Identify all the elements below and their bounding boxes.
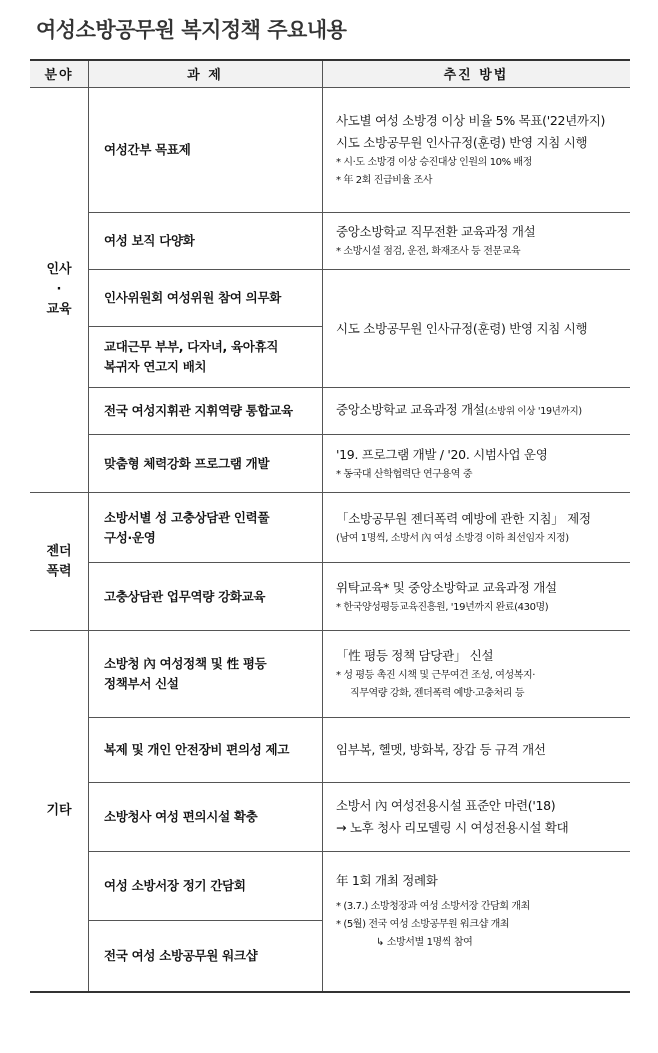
task-cell xyxy=(88,921,322,991)
method-line: 「소방공무원 젠더폭력 예방에 관한 지침」 제정 xyxy=(336,510,591,526)
header-method: 추진 방법 xyxy=(443,68,509,83)
task-cell xyxy=(88,563,322,630)
method-note: * 年 2회 진급비율 조사 xyxy=(336,175,433,186)
method-line: 年 1회 개최 정례화 xyxy=(336,873,438,888)
task-label: 복제 및 개인 안전장비 편의성 제고 xyxy=(104,742,290,757)
method-note: ↳ 소방서별 1명씩 참여 xyxy=(376,937,473,948)
category-label: 기타 xyxy=(46,803,72,818)
method-cell xyxy=(322,388,630,434)
header-field: 분야 xyxy=(44,68,74,83)
task-label: 전국 여성지휘관 지휘역량 통합교육 xyxy=(104,403,293,418)
category-label: 교육 xyxy=(46,302,72,317)
task-label: 소방서별 성 고충상담관 인력풀 xyxy=(104,509,270,525)
task-label: 교대근무 부부, 다자녀, 육아휴직 xyxy=(104,339,279,354)
method-cell xyxy=(322,270,630,387)
method-line: 시도 소방공무원 인사규정(훈령) 반영 지침 시행 xyxy=(336,135,588,150)
method-note: * (3.7.) 소방청장과 여성 소방서장 간담회 개최 xyxy=(336,901,530,912)
method-note: 직무역량 강화, 젠더폭력 예방·고충처리 등 xyxy=(350,688,525,699)
task-label: 소방청 內 여성정책 및 性 평등 xyxy=(104,656,267,671)
category-label: 젠더 xyxy=(46,543,72,559)
method-line xyxy=(336,399,626,423)
task-label: 여성 보직 다양화 xyxy=(104,233,195,248)
task-label: 여성 소방서장 정기 간담회 xyxy=(104,878,246,893)
method-line: 「性 평등 정책 담당관」 신설 xyxy=(336,648,494,663)
category-personnel-education xyxy=(30,88,88,492)
task-cell xyxy=(88,270,322,326)
task-label: 소방청사 여성 편의시설 확충 xyxy=(104,809,258,824)
category-label: 폭력 xyxy=(46,563,72,579)
task-cell xyxy=(88,435,322,492)
task-label: 인사위원회 여성위원 참여 의무화 xyxy=(104,290,282,305)
method-note: * 시·도 소방경 이상 승진대상 인원의 10% 배정 xyxy=(336,157,533,168)
method-cell xyxy=(322,213,630,269)
method-cell xyxy=(322,718,630,782)
task-label: 복귀자 연고지 배치 xyxy=(104,359,207,374)
method-cell xyxy=(322,852,630,991)
task-label: 고충상담관 업무역량 강화교육 xyxy=(104,588,266,604)
method-line: '19. 프로그램 개발 / '20. 시범사업 운영 xyxy=(336,446,548,462)
task-cell xyxy=(88,88,322,212)
table-bottom-border xyxy=(30,991,630,993)
method-note: * 소방시설 점검, 운전, 화재조사 등 전문교육 xyxy=(336,246,521,257)
task-cell xyxy=(88,718,322,782)
category-other xyxy=(30,631,88,991)
task-cell xyxy=(88,852,322,920)
method-note: (남여 1명씩, 소방서 內 여성 소방경 이하 최선임자 지정) xyxy=(336,532,569,544)
method-line: 시도 소방공무원 인사규정(훈령) 반영 지침 시행 xyxy=(336,320,588,336)
task-cell xyxy=(88,493,322,562)
method-cell xyxy=(322,631,630,717)
method-note: * 한국양성평등교육진흥원, '19년까지 완료(430명) xyxy=(336,601,549,613)
method-cell xyxy=(322,435,630,492)
method-cell xyxy=(322,493,630,562)
method-cell xyxy=(322,88,630,212)
header-task: 과 제 xyxy=(187,68,223,83)
category-label: · xyxy=(56,282,62,297)
task-cell xyxy=(88,783,322,851)
method-line: 중앙소방학교 직무전환 교육과정 개설 xyxy=(336,224,536,239)
method-line: 소방서 內 여성전용시설 표준안 마련('18) xyxy=(336,798,556,813)
task-label: 여성간부 목표제 xyxy=(104,142,191,157)
method-suffix: (소방위 이상 '19년까지) xyxy=(484,406,582,417)
method-cell xyxy=(322,783,630,851)
category-label: 인사 xyxy=(46,262,72,277)
task-cell xyxy=(88,631,322,717)
task-label: 맞춤형 체력강화 프로그램 개발 xyxy=(104,455,270,471)
method-cell xyxy=(322,563,630,630)
task-label: 구성·운영 xyxy=(104,529,156,545)
method-line: 위탁교육* 및 중앙소방학교 교육과정 개설 xyxy=(336,579,557,595)
task-cell xyxy=(88,388,322,434)
method-note: * 성 평등 촉진 시책 및 근무여건 조성, 여성복지· xyxy=(336,670,536,681)
method-note: * 동국대 산학협력단 연구용역 중 xyxy=(336,468,473,480)
task-label: 정책부서 신설 xyxy=(104,676,179,691)
task-cell xyxy=(88,213,322,269)
task-cell xyxy=(88,327,322,387)
page-title: 여성소방공무원 복지정책 주요내용 xyxy=(36,18,347,42)
method-note: * (5월) 전국 여성 소방공무원 워크샵 개최 xyxy=(336,919,510,930)
category-gender-violence xyxy=(30,493,88,630)
task-label: 전국 여성 소방공무원 워크샵 xyxy=(104,948,258,963)
method-line: → 노후 청사 리모델링 시 여성전용시설 확대 xyxy=(336,820,569,835)
method-line: 사도별 여성 소방경 이상 비율 5% 목표('22년까지) xyxy=(336,113,606,128)
method-line: 임부복, 헬멧, 방화복, 장갑 등 규격 개선 xyxy=(336,742,546,757)
method-text: 중앙소방학교 교육과정 개설 xyxy=(336,402,485,417)
